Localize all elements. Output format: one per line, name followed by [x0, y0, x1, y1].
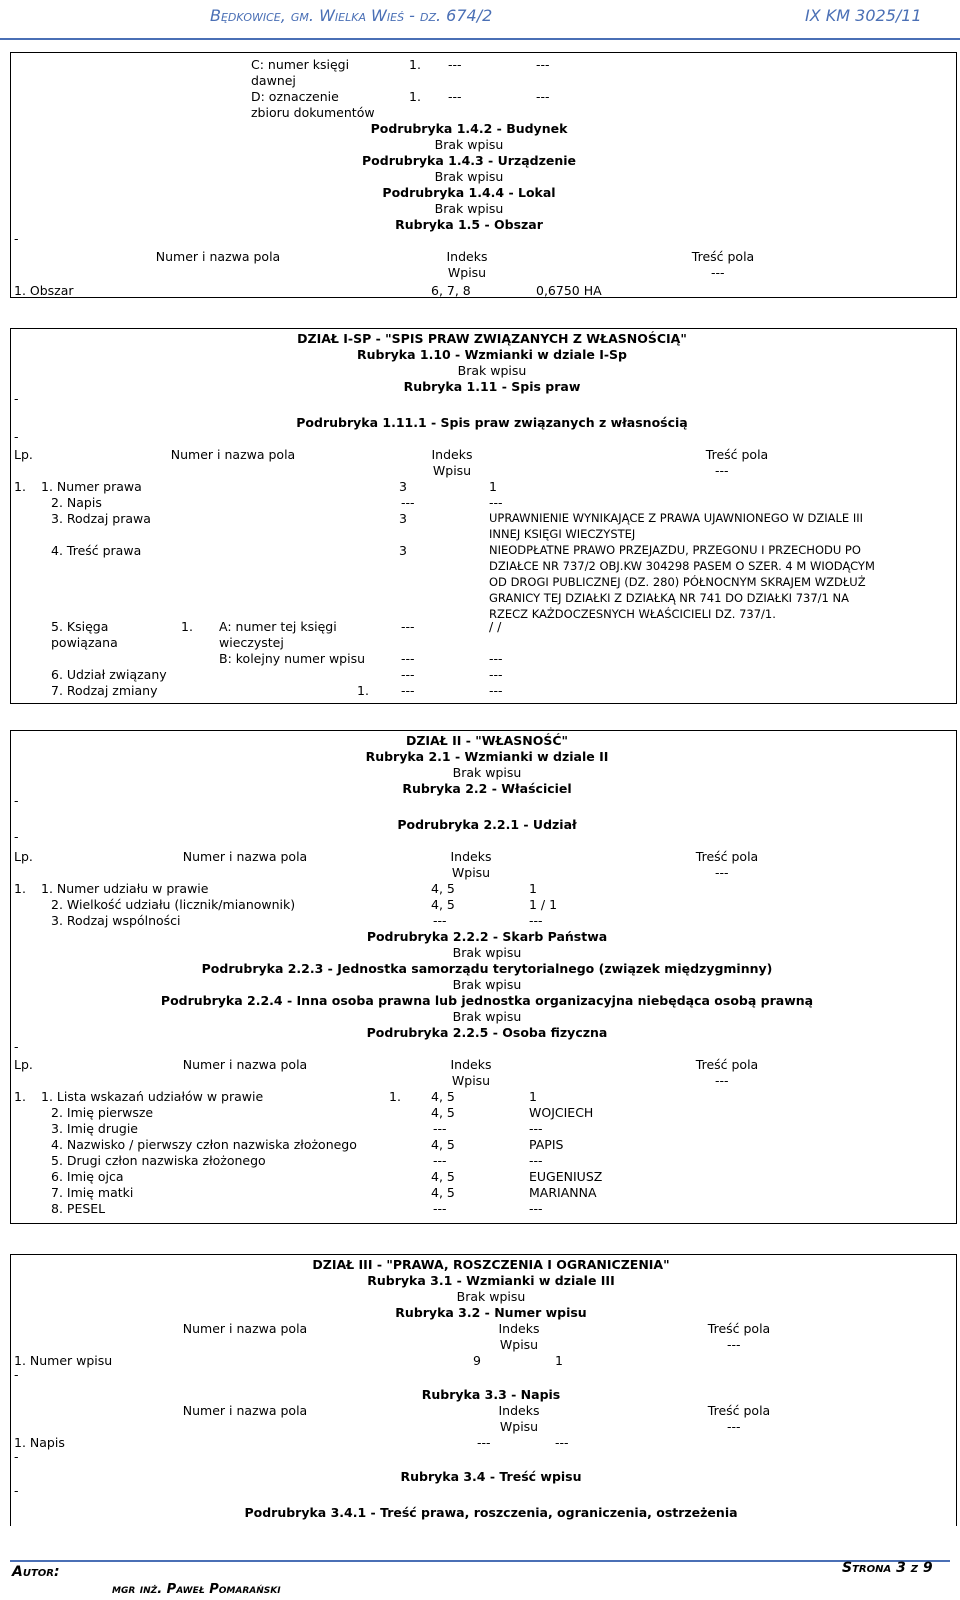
column-header-wpisu: Wpisu	[447, 265, 487, 280]
column-header-dashes: ---	[715, 463, 729, 478]
column-header-content: Treść pola	[707, 1403, 771, 1418]
column-header-name: Numer i nazwa pola	[182, 849, 308, 864]
field-name: 4. Treść prawa	[51, 543, 142, 558]
column-header-index: Indeks	[431, 447, 473, 462]
field-index: ---	[401, 619, 415, 634]
field-value: DZIAŁCE NR 737/2 OBJ.KW 304298 PASEM O SZER. 4 M WIODĄCYM	[489, 559, 875, 573]
footer-author-label: Autor:	[12, 1564, 60, 1580]
field-label: C: numer księgi	[251, 57, 350, 72]
subsection-title: Podrubryka 1.11.1 - Spis praw związanych z własnością	[296, 415, 688, 430]
field-value: OD DROGI PUBLICZNEJ (DZ. 280) PÓŁNOCNYM SKRAJEM WZDŁUŻ	[489, 575, 866, 589]
field-index: 4, 5	[431, 1169, 455, 1184]
field-name: 8. PESEL	[51, 1201, 106, 1216]
field-number: 1.	[389, 1089, 401, 1104]
section-title: DZIAŁ II - "WŁASNOŚĆ"	[405, 733, 569, 748]
column-header-name: Numer i nazwa pola	[155, 249, 281, 264]
field-index: ---	[448, 57, 462, 72]
field-value: ---	[529, 1201, 543, 1216]
column-header-wpisu: Wpisu	[499, 1337, 539, 1352]
dash-marker: -	[14, 1483, 19, 1498]
row-lp: 1.	[14, 881, 26, 896]
field-value: EUGENIUSZ	[529, 1169, 603, 1184]
header-rule	[0, 38, 960, 40]
column-header-lp: Lp.	[14, 849, 33, 864]
field-value: GRANICY TEJ DZIAŁKI Z DZIAŁKĄ NR 741 DO DZIAŁKI 737/1 NA	[489, 591, 849, 605]
column-header-index: Indeks	[498, 1321, 540, 1336]
field-value: ---	[489, 651, 503, 666]
column-header-content: Treść pola	[695, 849, 759, 864]
field-value: / /	[489, 619, 502, 634]
field-index: 3	[399, 511, 407, 526]
column-header-index: Indeks	[446, 249, 488, 264]
field-index: ---	[401, 495, 415, 510]
field-index: ---	[433, 1201, 447, 1216]
field-name: 4. Nazwisko / pierwszy człon nazwiska złożonego	[51, 1137, 357, 1152]
column-header-wpisu: Wpisu	[499, 1419, 539, 1434]
field-name: 5. Księga	[51, 619, 109, 634]
field-value: ---	[555, 1435, 569, 1450]
rubric-title: Rubryka 2.2 - Właściciel	[402, 781, 572, 796]
field-index: ---	[433, 913, 447, 928]
section-dzial-iii	[10, 1254, 957, 1526]
column-header-dashes: ---	[711, 265, 725, 280]
column-header-dashes: ---	[715, 1073, 729, 1088]
column-header-content: Treść pola	[705, 447, 769, 462]
footer-page-number: Strona 3 z 9	[842, 1560, 933, 1576]
column-header-content: Treść pola	[695, 1057, 759, 1072]
column-header-dashes: ---	[727, 1419, 741, 1434]
column-header-wpisu: Wpisu	[432, 463, 472, 478]
header-location: Będkowice, gm. Wielka Wieś - dz. 674/2	[210, 6, 493, 25]
column-header-content: Treść pola	[691, 249, 755, 264]
dash-marker: -	[14, 829, 19, 844]
field-index: 4, 5	[431, 1137, 455, 1152]
field-number: 1.	[409, 57, 421, 72]
subsection-title: Podrubryka 2.2.4 - Inna osoba prawna lub jednostka organizacyjna niebędąca osobą prawną	[160, 993, 814, 1008]
field-name: 1. Napis	[14, 1435, 65, 1450]
obszar-field-name: 1. Obszar	[14, 283, 74, 298]
rubric-title: Rubryka 3.2 - Numer wpisu	[395, 1305, 587, 1320]
field-value: 1	[529, 1089, 537, 1104]
subsection-title: Podrubryka 2.2.1 - Udział	[397, 817, 577, 832]
no-entry-text: Brak wpisu	[452, 765, 522, 780]
field-value: ---	[529, 1121, 543, 1136]
field-value: UPRAWNIENIE WYNIKAJĄCE Z PRAWA UJAWNIONEGO W DZIALE III	[489, 511, 864, 525]
field-name: 1. Numer udziału w prawie	[41, 881, 209, 896]
field-value: INNEJ KSIĘGI WIECZYSTEJ	[489, 527, 636, 541]
field-number: 1.	[181, 619, 193, 634]
field-index: 4, 5	[431, 881, 455, 896]
no-entry-text: Brak wpisu	[456, 1289, 526, 1304]
dash-marker: -	[14, 391, 19, 406]
field-value: 1	[555, 1353, 563, 1368]
field-index: 9	[473, 1353, 481, 1368]
rubric-title: Rubryka 3.4 - Treść wpisu	[400, 1469, 582, 1484]
rubric-title: Rubryka 2.1 - Wzmianki w dziale II	[365, 749, 609, 764]
row-lp: 1.	[14, 479, 26, 494]
subsection-title: Podrubryka 3.4.1 - Treść prawa, roszczenia, ograniczenia, ostrzeżenia	[244, 1505, 738, 1520]
no-entry-text: Brak wpisu	[457, 363, 527, 378]
page-header	[0, 0, 960, 36]
field-index: ---	[401, 683, 415, 698]
rubric-title: Rubryka 3.3 - Napis	[421, 1387, 561, 1402]
field-number: 1.	[409, 89, 421, 104]
field-name: 7. Imię matki	[51, 1185, 134, 1200]
field-value: 1	[489, 479, 497, 494]
field-index: ---	[433, 1153, 447, 1168]
field-index: 3	[399, 543, 407, 558]
field-index: ---	[448, 89, 462, 104]
field-index: 4, 5	[431, 1185, 455, 1200]
field-index: ---	[477, 1435, 491, 1450]
section-title: DZIAŁ III - "PRAWA, ROSZCZENIA I OGRANICZENIA"	[312, 1257, 670, 1272]
field-value: ---	[489, 667, 503, 682]
rubric-title: Rubryka 1.10 - Wzmianki w dziale I-Sp	[356, 347, 628, 362]
subsection-title: Podrubryka 1.4.4 - Lokal	[382, 185, 556, 200]
field-label: D: oznaczenie	[251, 89, 339, 104]
field-value: WOJCIECH	[529, 1105, 594, 1120]
section-title: DZIAŁ I-SP - "SPIS PRAW ZWIĄZANYCH Z WŁASNOŚCIĄ"	[297, 331, 687, 346]
column-header-dashes: ---	[715, 865, 729, 880]
subsection-title: Podrubryka 2.2.2 - Skarb Państwa	[366, 929, 608, 944]
field-value: NIEODPŁATNE PRAWO PRZEJAZDU, PRZEGONU I PRZECHODU PO	[489, 543, 861, 557]
field-value: MARIANNA	[529, 1185, 597, 1200]
field-subname: A: numer tej księgi	[219, 619, 337, 634]
no-entry-text: Brak wpisu	[434, 169, 504, 184]
obszar-field-index: 6, 7, 8	[431, 283, 471, 298]
column-header-index: Indeks	[450, 1057, 492, 1072]
field-number: 1.	[357, 683, 369, 698]
row-lp: 1.	[14, 1089, 26, 1104]
field-index: ---	[433, 1121, 447, 1136]
field-name: 3. Imię drugie	[51, 1121, 138, 1136]
column-header-index: Indeks	[450, 849, 492, 864]
footer-author-name: mgr inż. Paweł Pomarański	[112, 1582, 281, 1597]
dash-marker: -	[14, 429, 19, 444]
field-name: 3. Rodzaj prawa	[51, 511, 151, 526]
field-name: 3. Rodzaj wspólności	[51, 913, 181, 928]
rubric-title: Rubryka 3.1 - Wzmianki w dziale III	[367, 1273, 615, 1288]
section-dzial-ii	[10, 730, 957, 1224]
field-name: powiązana	[51, 635, 118, 650]
dash-marker: -	[14, 1039, 19, 1054]
subsection-title: Podrubryka 1.4.3 - Urządzenie	[362, 153, 576, 168]
field-value: 1	[529, 881, 537, 896]
column-header-content: Treść pola	[707, 1321, 771, 1336]
field-value: ---	[529, 1153, 543, 1168]
no-entry-text: Brak wpisu	[434, 201, 504, 216]
rubric-title: Rubryka 1.5 - Obszar	[395, 217, 543, 232]
no-entry-text: Brak wpisu	[452, 977, 522, 992]
column-header-name: Numer i nazwa pola	[182, 1403, 308, 1418]
header-kw-number: IX KM 3025/11	[805, 6, 922, 25]
subsection-title: Podrubryka 2.2.5 - Osoba fizyczna	[366, 1025, 608, 1040]
obszar-field-value: 0,6750 HA	[536, 283, 602, 298]
field-value: ---	[529, 913, 543, 928]
field-subname: B: kolejny numer wpisu	[219, 651, 366, 666]
field-name: 1. Lista wskazań udziałów w prawie	[41, 1089, 264, 1104]
field-value: ---	[536, 89, 550, 104]
field-name: 6. Udział związany	[51, 667, 167, 682]
field-name: 7. Rodzaj zmiany	[51, 683, 158, 698]
column-header-wpisu: Wpisu	[451, 865, 491, 880]
field-value: RZECZ KAŻDOCZESNYCH WŁAŚCICIELI DZ. 737/1.	[489, 607, 776, 621]
subsection-title: Podrubryka 2.2.3 - Jednostka samorządu terytorialnego (związek międzygminny)	[201, 961, 773, 976]
field-name: 6. Imię ojca	[51, 1169, 124, 1184]
rubric-title: Rubryka 1.11 - Spis praw	[403, 379, 581, 394]
column-header-name: Numer i nazwa pola	[170, 447, 296, 462]
field-value: ---	[536, 57, 550, 72]
section-obszar	[10, 52, 957, 298]
field-name: 2. Imię pierwsze	[51, 1105, 154, 1120]
column-header-lp: Lp.	[14, 447, 33, 462]
column-header-name: Numer i nazwa pola	[182, 1321, 308, 1336]
field-label: zbioru dokumentów	[251, 105, 375, 120]
field-index: 4, 5	[431, 1105, 455, 1120]
field-name: 5. Drugi człon nazwiska złożonego	[51, 1153, 266, 1168]
field-name: 2. Wielkość udziału (licznik/mianownik)	[51, 897, 296, 912]
dash-marker: -	[14, 1449, 19, 1464]
field-value: ---	[489, 495, 503, 510]
dash-marker: -	[14, 231, 19, 246]
no-entry-text: Brak wpisu	[434, 137, 504, 152]
column-header-dashes: ---	[727, 1337, 741, 1352]
field-value: PAPIS	[529, 1137, 564, 1152]
field-name: 2. Napis	[51, 495, 102, 510]
column-header-lp: Lp.	[14, 1057, 33, 1072]
field-name: 1. Numer prawa	[41, 479, 142, 494]
field-label: dawnej	[251, 73, 296, 88]
field-value: ---	[489, 683, 503, 698]
field-subname: wieczystej	[219, 635, 284, 650]
no-entry-text: Brak wpisu	[452, 1009, 522, 1024]
subsection-title: Podrubryka 1.4.2 - Budynek	[370, 121, 568, 136]
field-name: 1. Numer wpisu	[14, 1353, 113, 1368]
column-header-wpisu: Wpisu	[451, 1073, 491, 1088]
dash-marker: -	[14, 793, 19, 808]
field-index: 4, 5	[431, 897, 455, 912]
column-header-name: Numer i nazwa pola	[182, 1057, 308, 1072]
field-value: 1 / 1	[529, 897, 558, 912]
section-dzial-i-sp	[10, 328, 957, 704]
field-index: ---	[401, 667, 415, 682]
field-index: 4, 5	[431, 1089, 455, 1104]
no-entry-text: Brak wpisu	[452, 945, 522, 960]
field-index: ---	[401, 651, 415, 666]
dash-marker: -	[14, 1367, 19, 1382]
footer-rule	[10, 1560, 950, 1562]
column-header-index: Indeks	[498, 1403, 540, 1418]
field-index: 3	[399, 479, 407, 494]
